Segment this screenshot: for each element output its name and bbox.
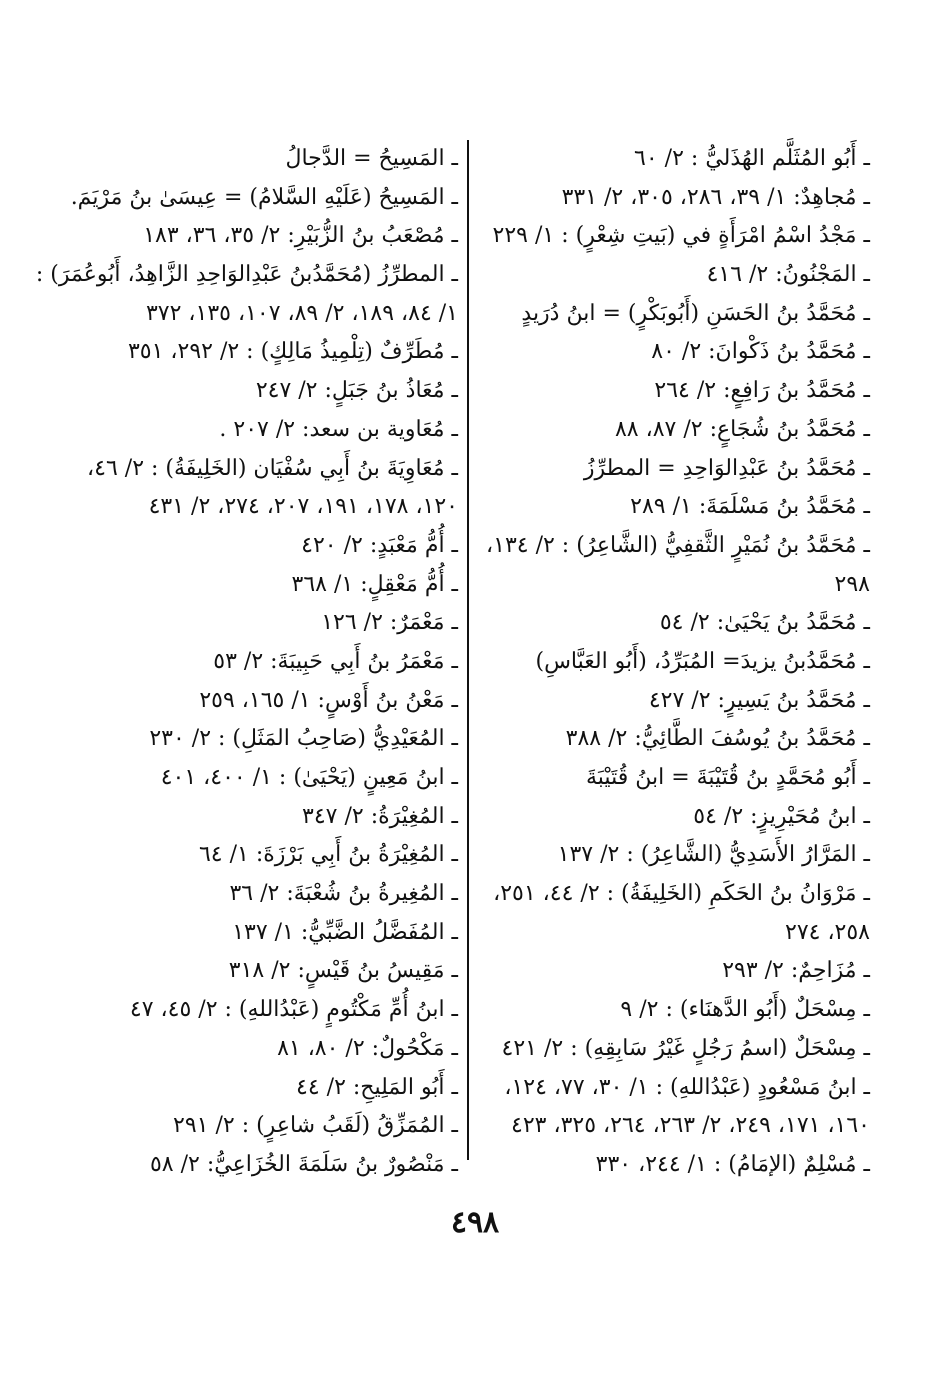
index-entry: ـ المُغِيْرَةُ بنُ أَبِي بَرْزَةَ: ١/ ٦٤ — [198, 842, 458, 868]
index-entry: ـ المَسِيحُ (عَلَيْهِ السَّلامُ) = عِيسَىٰ بنُ مَرْيَمَ. — [70, 184, 458, 210]
index-entry: ـ المُغِيْرَةُ: ٢/ ٣٤٧ — [302, 803, 458, 829]
index-entry: ـ المُغِيرةُ بنُ شُعْبَةَ: ٢/ ٣٦ — [229, 881, 458, 907]
index-entry: ـ مُحَمَّدُ بنُ يُوسُفَ الطَّائِيُّ: ٢/ ٣٨٨ — [565, 726, 870, 752]
index-entry: ـ المَسِيحُ = الدَّجالُ — [285, 146, 458, 171]
index-entry: ـ مُطَرِّفٌ (تِلْمِيذُ مَالِكٍ) : ٢/ ٢٩٢، ٣٥١ — [127, 339, 458, 365]
index-entry: ـ أَبُو المَلِيحِ: ٢/ ٤٤ — [296, 1074, 458, 1100]
index-entry: ١/ ٨٤، ١٨٩، ٢/ ٨٩، ١٠٧، ١٣٥، ٣٧٢ — [145, 300, 458, 326]
index-entry: ـ مَعْنُ بنُ أَوْسٍ: ١/ ١٦٥، ٢٥٩ — [199, 687, 458, 713]
index-entry: ـ مُحَمَّدُبنُ يزيدَ= المُبَرِّدُ، (أَبُو العَبَّاسِ) — [535, 648, 870, 674]
index-entry: ٢٩٨ — [834, 571, 870, 597]
index-entry: ـ ابنُ أُمِّ مَكْتُومٍ (عَبْدُاللهِ) : ٢/ ٤٥، ٤٧ — [129, 997, 458, 1023]
index-entry: ـ ابنُ مَعِينٍ (يَحْيَىٰ) : ١/ ٤٠٠، ٤٠١ — [160, 765, 458, 790]
index-entry: ـ مَكْحُولٌ: ٢/ ٨٠، ٨١ — [277, 1035, 458, 1061]
index-column-left — [35, 140, 458, 1185]
index-entry: ـ مُعَاذُ بنُ جَبَلٍ: ٢/ ٢٤٧ — [255, 378, 458, 404]
index-entry: ـ مِسْحَلٌ (اسمُ رَجُلٍ غَيْرُ سَابِقِهِ) : ٢/ ٤٢١ — [501, 1035, 870, 1061]
index-entry: ـ مَعْمَرٌ: ٢/ ١٢٦ — [321, 610, 458, 636]
index-column-right — [472, 140, 870, 1185]
column-divider — [467, 140, 469, 1160]
index-entry: ـ أُمُّ مَعْقِلٍ: ١/ ٣٦٨ — [291, 571, 458, 597]
index-entry: ـ مُحَمَّدُ بنُ نُمَيْرٍ الثَّقفِيُّ (الشَّاعِرُ) : ٢/ ١٣٤، — [486, 532, 870, 558]
index-entry: ـ ابنُ مَسْعُودٍ (عَبْدُاللهِ) : ١/ ٣٠، ٧٧، ١٢٤، — [504, 1074, 870, 1100]
index-entry: ـ مُعَاوية بن سعد: ٢/ ٢٠٧ . — [219, 416, 458, 442]
index-entry: ـ المَجْنُونُ: ٢/ ٤١٦ — [706, 262, 870, 288]
index-entry: ـ المُعَيْدِيُّ (صَاحِبُ المَثَلِ) : ٢/ ٢٣٠ — [149, 726, 458, 752]
index-entry: ـ أَبُو مُحَمَّدٍ بنُ قُتَيْبَةَ = ابنُ قُتَيْبَةَ — [586, 765, 870, 790]
page-number: ٤٩٨ — [450, 1205, 500, 1240]
index-entry: ـ مُحَمَّدُ بنُ عَبْدِالوَاحِدِ = المطرِّزُ — [583, 455, 870, 481]
index-entry: ـ مَعْمَرُ بنُ أَبِي حَبِيبَةَ: ٢/ ٥٣ — [213, 648, 458, 674]
index-entry: ـ مُحَمَّدُ بنُ مَسْلَمَةَ: ١/ ٢٨٩ — [630, 494, 870, 520]
index-entry: ـ مُحَمَّدُ بنُ يَحْيَىٰ: ٢/ ٥٤ — [659, 610, 870, 636]
index-entry: ـ المُفَضَّلُ الضَّبِّيُّ: ١/ ١٣٧ — [232, 919, 458, 945]
index-entry: ـ مِسْحَلٌ (أَبُو الدَّهنَاء) : ٢/ ٩ — [620, 997, 870, 1023]
index-entry: ـ مُحَمَّدُ بنُ ذَكْوانَ: ٢/ ٨٠ — [651, 339, 870, 365]
index-entry: ـ مُصْعَبُ بنُ الزُّبَيْرِ: ٢/ ٣٥، ٣٦، ١٨٣ — [143, 223, 458, 249]
index-entry: ـ مَرْوَانُ بنُ الحَكَمِ (الخَلِيفَةُ) : ٢/ ٤٤، ٢٥١، — [493, 881, 870, 907]
index-entry: ـ أَبُو المُثَلَّم الهُذَليُّ : ٢/ ٦٠ — [634, 146, 870, 171]
index-entry: ـ المطرِّزُ (مُحَمَّدُبنُ عَبْدِالوَاحِدِ الزَّاهِدُ، أَبُوعُمَرَ) : — [35, 262, 458, 288]
index-entry: ـ أُمُّ مَعْبَدٍ: ٢/ ٤٢٠ — [301, 532, 458, 558]
index-entry: ـ مَجْدُ اسْمُ امْرَأَةٍ في (بَيتِ شِعْرٍ) : ١/ ٢٢٩ — [492, 223, 870, 249]
index-entry: ـ المَرَّارُ الأَسَدِيُّ (الشَّاعِرُ) : ٢/ ١٣٧ — [557, 842, 870, 868]
index-entry: ـ مُسْلِمٌ (الإمَامُ) : ١/ ٢٤٤، ٣٣٠ — [595, 1151, 870, 1177]
index-entry: ـ مُحَمَّدُ بنُ رَافِعٍ: ٢/ ٢٦٤ — [654, 378, 870, 404]
index-entry: ـ مُعَاوِيَةَ بنُ أَبِي سُفْيَان (الخَلِيفَةُ) : ٢/ ٤٦، — [87, 455, 458, 481]
index-entry: ـ مُجاهِدٌ: ١/ ٣٩، ٢٨٦، ٣٠٥، ٢/ ٣٣١ — [561, 184, 870, 210]
index-entry: ـ مَقِيسُ بنُ قَيْسٍ: ٢/ ٣١٨ — [228, 958, 458, 984]
index-entry: ـ مُحَمَّدُ بنُ الحَسَنِ (أَبُوبَكْرٍ) = ابنُ دُرَيدٍ — [521, 300, 870, 326]
index-entry: ـ مَنْصُورٌ بنُ سَلَمَةَ الخُزَاعِيُّ: ٢/ ٥٨ — [149, 1151, 458, 1177]
index-entry: ١٦٠، ١٧١، ٢٤٩، ٢/ ٢٦٣، ٢٦٤، ٣٢٥، ٤٢٣ — [511, 1113, 870, 1139]
index-entry: ـ ابنُ مُحَيْرِيزٍ: ٢/ ٥٤ — [693, 803, 870, 829]
index-entry: ـ المُمَزِّقُ (لَقَبُ شاعِرٍ) : ٢/ ٢٩١ — [173, 1113, 458, 1139]
index-entry: ـ مُزَاحِمٌ: ٢/ ٢٩٣ — [722, 958, 870, 984]
index-entry: ـ مُحَمَّدُ بنُ شُجَاعٍ: ٢/ ٨٧، ٨٨ — [614, 416, 870, 442]
index-entry: ٢٥٨، ٢٧٤ — [785, 919, 870, 945]
index-entry: ـ مُحَمَّدُ بنُ يَسِيرٍ: ٢/ ٤٢٧ — [648, 687, 870, 713]
index-entry: ١٢٠، ١٧٨، ١٩١، ٢٠٧، ٢٧٤، ٢/ ٤٣١ — [148, 494, 458, 520]
